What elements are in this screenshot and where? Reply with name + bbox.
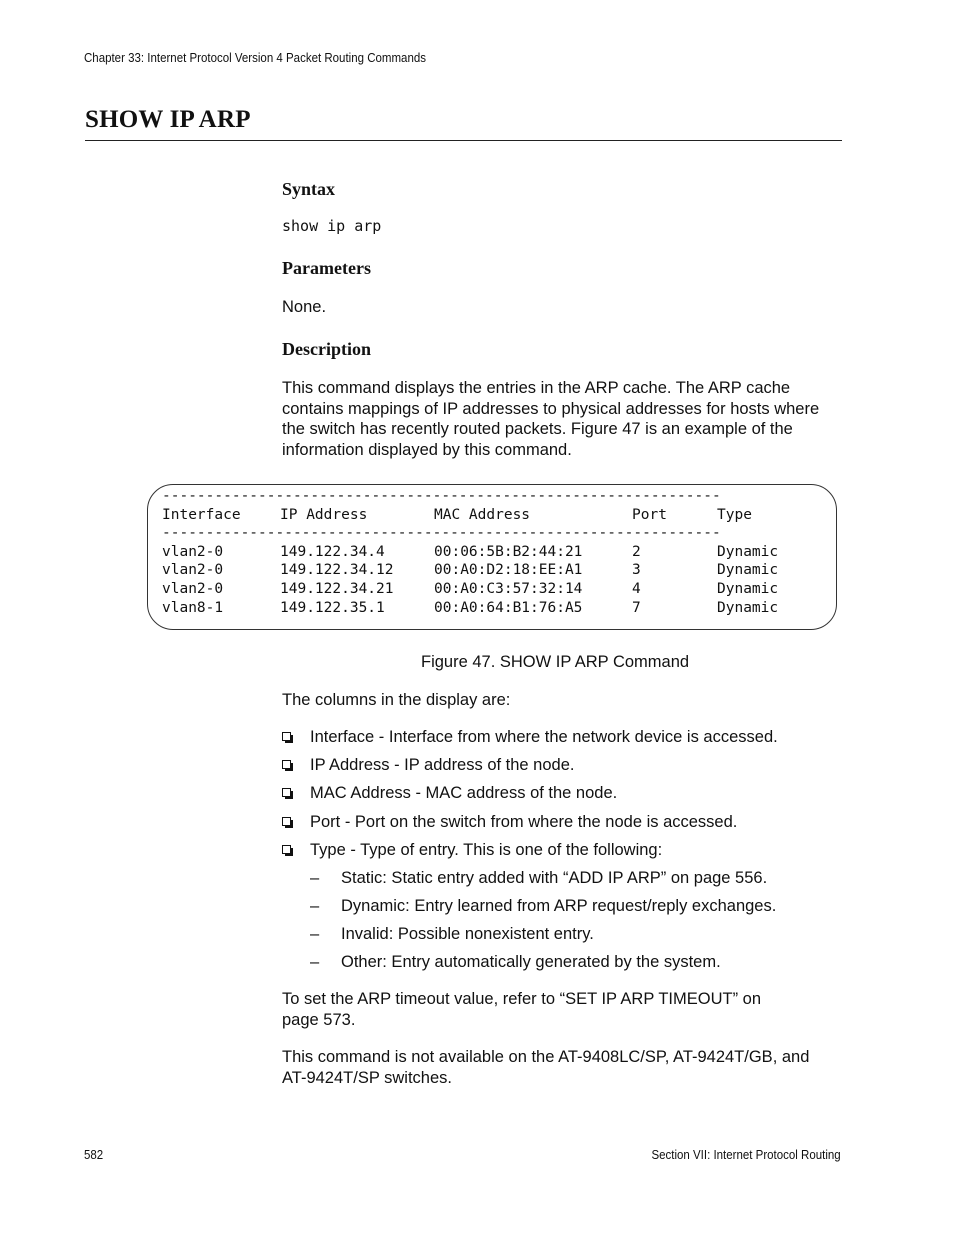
output-row: vlan2-0 149.122.34.4 00:06:5B:B2:44:21 2 Dynamic	[162, 543, 779, 560]
dash-bullet: –	[310, 953, 320, 971]
syntax-heading: Syntax	[282, 179, 336, 199]
availability-paragraph: This command is not available on the AT-9408LC/SP, AT-9424T/GB, and AT-9424T/SP switches.	[282, 1048, 810, 1087]
box-bullet-icon	[282, 788, 291, 797]
col-ip-address: IP Address	[280, 506, 368, 523]
columns-intro: The columns in the display are:	[282, 691, 511, 709]
command-output-figure	[147, 484, 837, 630]
page-title: SHOW IP ARP	[85, 106, 251, 133]
description-heading: Description	[282, 339, 371, 359]
dash-bullet: –	[310, 897, 320, 915]
section-footer: Section VII: Internet Protocol Routing	[651, 1148, 841, 1162]
box-bullet-icon	[282, 732, 291, 741]
running-header: Chapter 33: Internet Protocol Version 4 Packet Routing Commands	[84, 51, 426, 65]
dash-bullet: –	[310, 925, 320, 943]
box-bullet-icon	[282, 845, 291, 854]
output-header-row	[162, 506, 752, 525]
description-line: information displayed by this command.	[282, 440, 572, 459]
description-paragraph	[282, 378, 847, 460]
description-line: contains mappings of IP addresses to physical addresses for hosts where	[282, 399, 820, 418]
output-row: vlan2-0 149.122.34.21 00:A0:C3:57:32:14 4 Dynamic	[162, 580, 779, 597]
parameters-text: None.	[282, 298, 327, 316]
page-number: 582	[84, 1148, 104, 1162]
col-type: Type	[717, 506, 752, 523]
box-bullet-icon	[282, 760, 291, 769]
figure-caption: Figure 47. SHOW IP ARP Command	[421, 653, 690, 671]
output-row: vlan8-1 149.122.35.1 00:A0:64:B1:76:A5 7 Dynamic	[162, 599, 779, 616]
col-port: Port	[632, 506, 667, 523]
title-rule	[85, 140, 842, 141]
description-line: This command displays the entries in the ARP cache. The ARP cache	[282, 379, 791, 397]
col-interface: Interface	[162, 506, 241, 523]
timeout-paragraph: To set the ARP timeout value, refer to “SET IP ARP TIMEOUT” on page 573.	[282, 990, 762, 1029]
separator-line: ----------------------------------------------------------------	[162, 525, 721, 542]
description-line: the switch has recently routed packets. Figure 47 is an example of the	[282, 420, 793, 438]
command-output	[162, 487, 779, 617]
output-row: vlan2-0 149.122.34.12 00:A0:D2:18:EE:A1 3 Dynamic	[162, 562, 779, 579]
separator-line: ----------------------------------------------------------------	[162, 488, 721, 504]
col-mac-address: MAC Address	[434, 506, 531, 523]
dash-bullet: –	[310, 869, 320, 887]
box-bullet-icon	[282, 817, 291, 826]
syntax-command: show ip arp	[282, 217, 382, 235]
parameters-heading: Parameters	[282, 258, 371, 278]
